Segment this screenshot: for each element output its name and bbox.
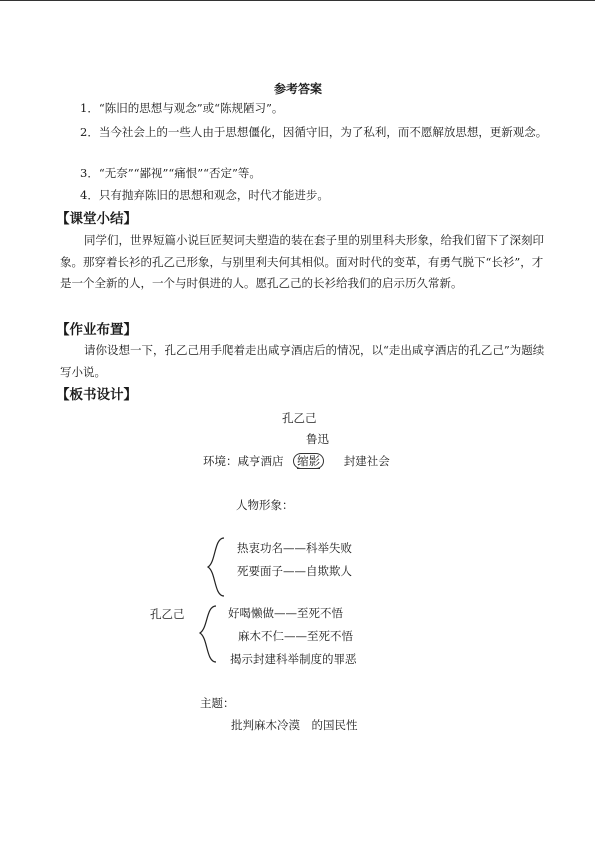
theme-label: 主题： xyxy=(200,696,235,710)
environment-circled xyxy=(293,453,324,469)
lower-item-2: 麻木不仁——至死不悟 xyxy=(238,629,353,643)
answer-item-3: 3．“无奈”“鄙视”“痛恨”“否定”等。 xyxy=(80,166,261,180)
theme-text: 批判麻木冷漠 的国民性 xyxy=(231,718,358,732)
environment-society: 封建社会 xyxy=(343,454,390,468)
answer-item-2: 2．当今社会上的一些人由于思想僵化，因循守旧，为了私利，而不愿解放思想，更新观念。 xyxy=(80,125,548,139)
upper-brace xyxy=(204,536,228,598)
board-title: 孔乙己 xyxy=(282,411,317,425)
board-heading: 【板书设计】 xyxy=(56,387,137,403)
lower-brace xyxy=(196,604,220,664)
root-label: 孔乙己 xyxy=(150,607,185,621)
homework-text: 请你设想一下，孔乙己用手爬着走出咸亨酒店后的情况，以“走出咸亨酒店的孔乙己”为题续写小说。 xyxy=(60,343,545,379)
summary-text: 同学们，世界短篇小说巨匠契诃夫塑造的装在套子里的别里科夫形象，给我们留下了深刻印象。那穿着长衫的孔乙己形象，与别里利夫何其相似。面对时代的变革，有勇气脱下“长衫”，才是一个全新的人，一个与时俱进的人。愿孔乙己的长衫给我们的启示历久常新。 xyxy=(60,233,544,290)
top-rule xyxy=(0,0,595,1)
environment-circled-text: 缩影 xyxy=(297,454,321,468)
answer-item-4: 4．只有抛弃陈旧的思想和观念，时代才能进步。 xyxy=(80,188,329,202)
upper-item-1: 热衷功名——科举失败 xyxy=(237,541,352,555)
character-label: 人物形象： xyxy=(236,498,294,512)
lower-item-3: 揭示封建科举制度的罪恶 xyxy=(230,652,357,666)
lower-item-1: 好喝懒做——至死不悟 xyxy=(228,606,343,620)
upper-item-2: 死要面子——自欺欺人 xyxy=(237,564,352,578)
homework-heading: 【作业布置】 xyxy=(56,322,137,338)
answers-title: 参考答案 xyxy=(274,82,323,96)
board-author: 鲁迅 xyxy=(306,432,329,446)
summary-heading: 【课堂小结】 xyxy=(56,211,137,227)
environment-label: 环境：咸亨酒店 xyxy=(203,454,284,468)
environment-line xyxy=(203,453,390,469)
answer-item-1: 1．“陈旧的思想与观念”或“陈规陋习”。 xyxy=(80,101,284,115)
